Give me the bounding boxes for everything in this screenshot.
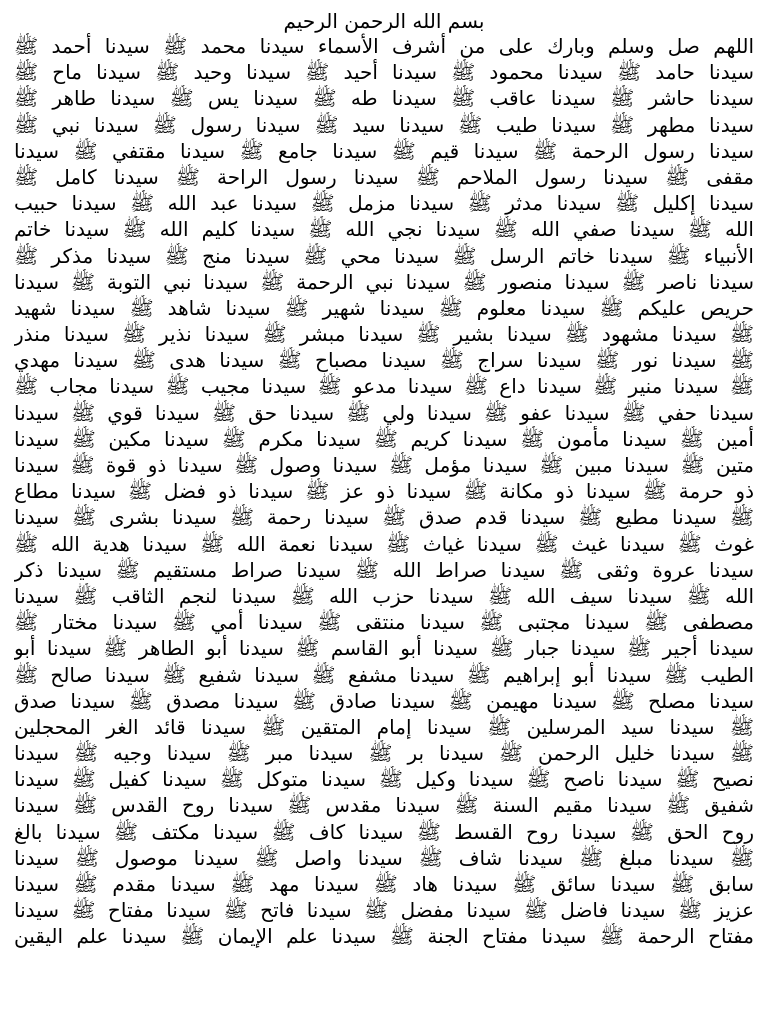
text-line: سيدنا حفي ﷺ سيدنا عفو ﷺ سيدنا ولي ﷺ سيدنا حق ﷺ سيدنا قوي ﷺ سيدنا <box>14 400 754 425</box>
text-line: ﷺ سيدنا سيد المرسلين ﷺ سيدنا إمام المتقين ﷺ سيدنا قائد الغر المحجلين <box>14 714 754 739</box>
document-body <box>14 33 754 950</box>
document-title: بسم الله الرحمن الرحيم <box>283 9 485 33</box>
text-line: حريص عليكم ﷺ سيدنا معلوم ﷺ سيدنا شهير ﷺ سيدنا شاهد ﷺ سيدنا شهيد <box>14 295 754 320</box>
text-line: سيدنا عروة وثقى ﷺ سيدنا صراط الله ﷺ سيدنا صراط مستقيم ﷺ سيدنا ذكر <box>14 557 754 582</box>
text-line: سيدنا أجير ﷺ سيدنا جبار ﷺ سيدنا أبو القاسم ﷺ سيدنا أبو الطاهر ﷺ سيدنا أبو <box>14 636 754 661</box>
text-line: مصطفى ﷺ سيدنا مجتبى ﷺ سيدنا منتقى ﷺ سيدنا أمي ﷺ سيدنا مختار ﷺ <box>14 610 754 635</box>
text-line: روح الحق ﷺ سيدنا روح القسط ﷺ سيدنا كاف ﷺ سيدنا مكتف ﷺ سيدنا بالغ <box>14 819 754 844</box>
text-line: نصيح ﷺ سيدنا ناصح ﷺ سيدنا وكيل ﷺ سيدنا متوكل ﷺ سيدنا كفيل ﷺ سيدنا <box>14 767 754 792</box>
text-line: الطيب ﷺ سيدنا أبو إبراهيم ﷺ سيدنا مشفع ﷺ سيدنا شفيع ﷺ سيدنا صالح ﷺ <box>14 662 754 687</box>
text-line: الأنبياء ﷺ سيدنا خاتم الرسل ﷺ سيدنا محي ﷺ سيدنا منج ﷺ سيدنا مذكر ﷺ <box>14 243 754 268</box>
text-line: اللهم صل وسلم وبارك على من أشرف الأسماء سيدنا محمد ﷺ سيدنا أحمد ﷺ <box>14 34 754 58</box>
text-line: الله ﷺ سيدنا سيف الله ﷺ سيدنا حزب الله ﷺ سيدنا لنجم الثاقب ﷺ سيدنا <box>14 583 754 608</box>
text-line: سيدنا حاشر ﷺ سيدنا عاقب ﷺ سيدنا طه ﷺ سيدنا يس ﷺ سيدنا طاهر ﷺ <box>14 86 754 111</box>
text-line: ﷺ سيدنا مشهود ﷺ سيدنا بشير ﷺ سيدنا مبشر ﷺ سيدنا نذير ﷺ سيدنا منذر <box>14 322 754 347</box>
text-line: شفيق ﷺ سيدنا مقيم السنة ﷺ سيدنا مقدس ﷺ سيدنا روح القدس ﷺ سيدنا <box>14 793 754 818</box>
text-line: سيدنا إكليل ﷺ سيدنا مدثر ﷺ سيدنا مزمل ﷺ سيدنا عبد الله ﷺ سيدنا حبيب <box>14 191 754 216</box>
text-line: ﷺ سيدنا خليل الرحمن ﷺ سيدنا بر ﷺ سيدنا مبر ﷺ سيدنا وجيه ﷺ سيدنا <box>14 741 754 766</box>
text-line: سيدنا حامد ﷺ سيدنا محمود ﷺ سيدنا أحيد ﷺ سيدنا وحيد ﷺ سيدنا ماح ﷺ <box>14 60 754 85</box>
text-line: مقفى ﷺ سيدنا رسول الملاحم ﷺ سيدنا رسول الراحة ﷺ سيدنا كامل ﷺ <box>14 164 754 189</box>
text-line: سابق ﷺ سيدنا سائق ﷺ سيدنا هاد ﷺ سيدنا مهد ﷺ سيدنا مقدم ﷺ سيدنا <box>14 872 754 896</box>
text-line: عزيز ﷺ سيدنا فاضل ﷺ سيدنا مفضل ﷺ سيدنا فاتح ﷺ سيدنا مفتاح ﷺ سيدنا <box>14 898 754 923</box>
text-line: أمين ﷺ سيدنا مأمون ﷺ سيدنا كريم ﷺ سيدنا مكرم ﷺ سيدنا مكين ﷺ سيدنا <box>14 426 754 451</box>
text-line: متين ﷺ سيدنا مبين ﷺ سيدنا مؤمل ﷺ سيدنا وصول ﷺ سيدنا ذو قوة ﷺ سيدنا <box>14 453 754 477</box>
text-line: سيدنا مصلح ﷺ سيدنا مهيمن ﷺ سيدنا صادق ﷺ سيدنا مصدق ﷺ سيدنا صدق <box>14 688 754 713</box>
text-line: سيدنا ناصر ﷺ سيدنا منصور ﷺ سيدنا نبي الرحمة ﷺ سيدنا نبي التوبة ﷺ سيدنا <box>14 269 754 294</box>
text-line: سيدنا رسول الرحمة ﷺ سيدنا قيم ﷺ سيدنا جامع ﷺ سيدنا مقتفي ﷺ سيدنا <box>14 138 754 163</box>
text-line: ﷺ سيدنا منير ﷺ سيدنا داع ﷺ سيدنا مدعو ﷺ سيدنا مجيب ﷺ سيدنا مجاب ﷺ <box>14 374 754 399</box>
text-line: ذو حرمة ﷺ سيدنا ذو مكانة ﷺ سيدنا ذو عز ﷺ سيدنا ذو فضل ﷺ سيدنا مطاع <box>14 479 754 504</box>
text-line: الله ﷺ سيدنا صفي الله ﷺ سيدنا نجي الله ﷺ سيدنا كليم الله ﷺ سيدنا خاتم <box>14 217 754 242</box>
text-line: ﷺ سيدنا مبلغ ﷺ سيدنا شاف ﷺ سيدنا واصل ﷺ سيدنا موصول ﷺ سيدنا <box>14 845 754 870</box>
text-line: غوث ﷺ سيدنا غيث ﷺ سيدنا غياث ﷺ سيدنا نعمة الله ﷺ سيدنا هدية الله ﷺ <box>14 531 754 556</box>
text-line: سيدنا مطهر ﷺ سيدنا طيب ﷺ سيدنا سيد ﷺ سيدنا رسول ﷺ سيدنا نبي ﷺ <box>14 112 754 137</box>
text-line: ﷺ سيدنا مطيع ﷺ سيدنا قدم صدق ﷺ سيدنا رحمة ﷺ سيدنا بشرى ﷺ سيدنا <box>14 505 754 530</box>
text-line: ﷺ سيدنا نور ﷺ سيدنا سراج ﷺ سيدنا مصباح ﷺ سيدنا هدى ﷺ سيدنا مهدي <box>14 348 754 373</box>
text-line: مفتاح الرحمة ﷺ سيدنا مفتاح الجنة ﷺ سيدنا علم الإيمان ﷺ سيدنا علم اليقين <box>14 924 754 949</box>
